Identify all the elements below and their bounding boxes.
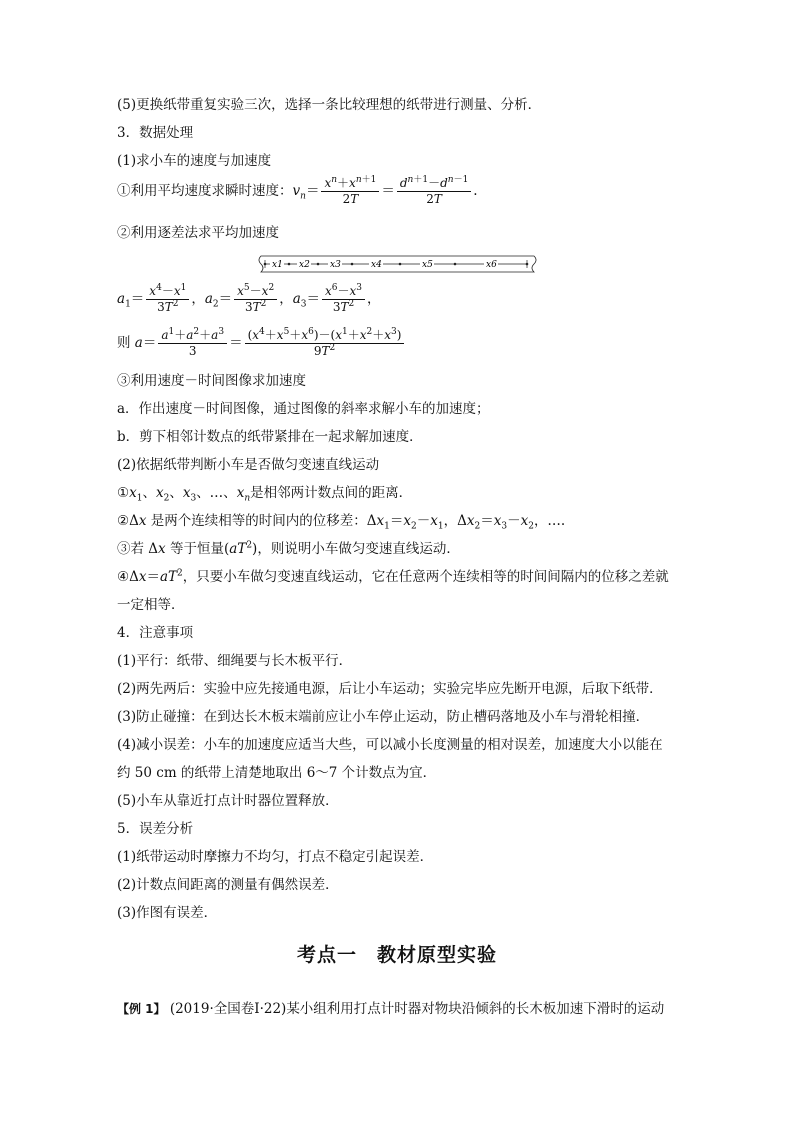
- text-line: ②Δx 是两个连续相等的时间内的位移差：$\Delta x_1=x_2-x_1$，$\Delta x_2=x_3-x_2$，….: [117, 513, 566, 532]
- page-title: 考点一 教材原型实验: [296, 944, 497, 966]
- tape-label: x1: [272, 260, 283, 270]
- text-line: b．剪下相邻计数点的纸带紧排在一起求解加速度．: [117, 429, 423, 445]
- text-line: (3)作图有误差．: [117, 905, 218, 921]
- formula-label: ①利用平均速度求瞬时速度：: [117, 183, 293, 199]
- example-tag: 【例 1】: [117, 1002, 166, 1016]
- fraction: $\frac{a^1+a^2+a^3}{3}$: [158, 328, 227, 359]
- subsection-heading: (2)依据纸带判断小车是否做匀变速直线运动: [117, 457, 380, 473]
- text-line: ③利用速度－时间图像求加速度: [117, 373, 306, 389]
- line-text: ，只要小车做匀变速直线运动，它在任意两个连续相等的时间间隔内的位移之差就: [182, 569, 669, 585]
- section-heading: 3．数据处理: [117, 125, 194, 141]
- example-line: [117, 1000, 664, 1018]
- formula-line-velocity: ①利用平均速度求瞬时速度：$v_n=$ $\frac{x^n+x^{n+1}}{2T}$ ＝ $\frac{d^{n+1}-d^{n-1}}{2T}$ .: [117, 175, 478, 206]
- fraction: $\frac{x^5-x^2}{3T^2}$: [234, 284, 277, 315]
- tape-label: x3: [330, 260, 341, 270]
- fraction: $\frac{d^{n+1}-d^{n-1}}{2T}$: [397, 176, 471, 207]
- formula-line-a123: $a_1=$ $\frac{x^4-x^1}{3T^2}$ ，$a_2=$ $\frac{x^5-x^2}{3T^2}$ ，$a_3=$ $\frac{x^6-x^3}{3T^2}$ ，: [117, 283, 381, 314]
- line-text: 是相邻两计数点间的距离．: [250, 485, 413, 501]
- fraction: $\frac{x^4-x^1}{3T^2}$: [146, 284, 189, 315]
- fraction: $\frac{(x^4+x^5+x^6)-(x^1+x^2+x^3)}{9T^2}$: [245, 328, 405, 359]
- paper-tape-diagram: [255, 253, 540, 275]
- text-line: (4)减小误差：小车的加速度应适当大些，可以减小长度测量的相对误差，加速度大小以能在: [117, 737, 663, 753]
- text-line: (3)防止碰撞：在到达长木板末端前应让小车停止运动，防止槽码落地及小车与滑轮相撞．: [117, 709, 650, 725]
- text-line: (5)小车从靠近打点计时器位置释放．: [117, 793, 339, 809]
- text-line: ②利用逐差法求平均加速度: [117, 225, 279, 241]
- fraction: $\frac{x^n+x^{n+1}}{2T}$: [321, 176, 379, 207]
- text-line: 一定相等．: [117, 597, 185, 613]
- fraction: $\frac{x^6-x^3}{3T^2}$: [322, 284, 365, 315]
- example-text: 某小组利用打点计时器对物块沿倾斜的长木板加速下滑时的运动: [286, 1001, 665, 1017]
- section-heading: 5．误差分析: [117, 821, 194, 837]
- line-text: 是两个连续相等的时间内的位移差：: [150, 513, 367, 529]
- tape-label: x4: [371, 260, 382, 270]
- text-line: (1)纸带运动时摩擦力不均匀，打点不稳定引起误差．: [117, 849, 434, 865]
- tape-label: x6: [486, 260, 497, 270]
- text-line: a．作出速度－时间图像，通过图像的斜率求解小车的加速度；: [117, 401, 490, 417]
- text-line: ③若 Δx 等于恒量$(aT^2)$，则说明小车做匀变速直线运动．: [117, 540, 460, 557]
- section-heading: 4．注意事项: [117, 625, 194, 641]
- text-line: (1)平行：纸带、细绳要与长木板平行．: [117, 653, 353, 669]
- subsection-heading: (1)求小车的速度与加速度: [117, 153, 272, 169]
- text-line: $①x_1$、$x_2$、$x_3$、…、$x_n$是相邻两计数点间的距离．: [117, 485, 413, 504]
- line-text: ③若: [117, 541, 144, 557]
- text-line: (2)两先两后：实验中应先接通电源，后让小车运动；实验完毕应先断开电源，后取下纸带．: [117, 681, 663, 697]
- line-text: 等于恒量(: [169, 541, 230, 557]
- formula-line-average: 则 a＝ $\frac{a^1+a^2+a^3}{3}$ ＝ $\frac{(x^4+x^5+x^6)-(x^1+x^2+x^3)}{9T^2}$: [117, 328, 406, 359]
- text-line: (2)计数点间距离的测量有偶然误差．: [117, 877, 339, 893]
- example-source: (2019·全国卷Ⅰ·22): [169, 1001, 287, 1017]
- text-line: $④\Delta x=aT^2$，只要小车做匀变速直线运动，它在任意两个连续相等的时间间隔内的位移之差就: [117, 568, 669, 585]
- text-line: (5)更换纸带重复实验三次，选择一条比较理想的纸带进行测量、分析．: [117, 97, 542, 113]
- tape-label: x2: [299, 260, 310, 270]
- tape-label: x5: [422, 260, 433, 270]
- line-text: )，则说明小车做匀变速直线运动．: [252, 541, 460, 557]
- text-line: 约 50 cm 的纸带上清楚地取出 6～7 个计数点为宜．: [117, 765, 437, 781]
